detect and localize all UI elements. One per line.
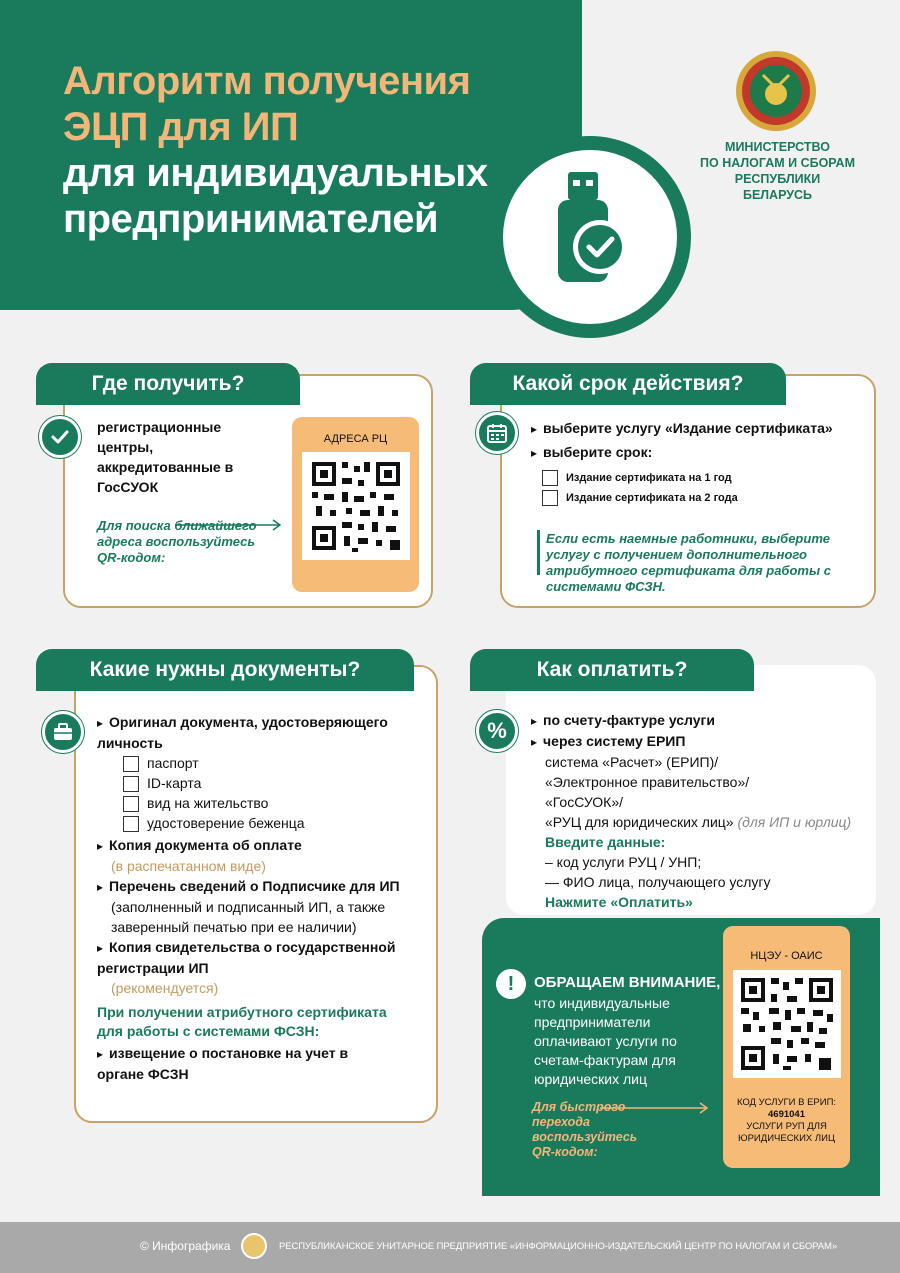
arrow-right-icon — [600, 1101, 712, 1119]
footer-copyright: © Инфографика — [140, 1239, 231, 1253]
payment-list: ▸ по счету-фактуре услуги ▸ через систему ЕРИП система «Расчет» (ЕРИП)/ «Электронное правительство»/ «ГосСУОК»/ «РУЦ для юридических лиц» (для ИП и юрлиц) Введите данные: – код услуги РУЦ / УНП; — ФИО лица, получающего услугу Нажмите «Оплатить» — [531, 710, 871, 912]
check-icon — [39, 416, 81, 458]
arrow-right-icon — [175, 518, 285, 536]
notice-text: что индивидуальные предприниматели оплачивают услуги по счетам-фактурам для юридических лиц — [534, 995, 677, 1087]
publisher-logo — [241, 1233, 267, 1259]
erip-code-block: КОД УСЛУГИ В ЕРИП: 4691041 УСЛУГИ РУП ДЛЯ ЮРИДИЧЕСКИХ ЛИЦ — [736, 1097, 837, 1144]
option-2-years[interactable]: Издание сертификата на 2 года — [542, 490, 738, 506]
notice-heading: ОБРАЩАЕМ ВНИМАНИЕ, — [534, 974, 721, 991]
attr-title: При получении атрибутного сертификата для работы с системами ФСЗН: — [97, 1004, 387, 1039]
validity-step-2: ▸ выберите срок: — [531, 442, 652, 463]
where-hint: Для поиска ближайшего адреса воспользуйтесь QR-кодом: — [97, 518, 257, 565]
option-1-year[interactable]: Издание сертификата на 1 год — [542, 470, 732, 486]
notice-hint: Для быстрого перехода воспользуйтесь QR-кодом: — [532, 1100, 638, 1159]
payment-tab: Как оплатить? — [470, 649, 754, 691]
exclamation-icon: ! — [496, 969, 526, 999]
qr-label: АДРЕСА РЦ — [323, 433, 388, 445]
validity-step-1: ▸ выберите услугу «Издание сертификата» — [531, 418, 833, 439]
checkbox[interactable] — [542, 490, 558, 506]
documents-tab: Какие нужны документы? — [36, 649, 414, 691]
sub-item: вид на жительство — [123, 793, 417, 813]
note-bar — [537, 530, 540, 575]
attr-item: ▸ извещение о постановке на учет в органе ФСЗН — [97, 1043, 367, 1084]
sub-item: удостоверение беженца — [123, 813, 417, 833]
ministry-emblem — [735, 50, 817, 137]
validity-tab: Какой срок действия? — [470, 363, 786, 405]
checkbox[interactable] — [542, 470, 558, 486]
page-title: Алгоритм получения ЭЦП для ИП для индивидуальных предпринимателей — [63, 59, 488, 241]
percent-icon: % — [476, 710, 518, 752]
validity-note: Если есть наемные работники, выберите услугу с получением дополнительного атрибутного сертификата для работы с системами ФСЗН. — [546, 531, 831, 594]
ministry-name: МИНИСТЕРСТВО ПО НАЛОГАМ И СБОРАМ РЕСПУБЛИКИ БЕЛАРУСЬ — [700, 140, 855, 202]
briefcase-icon — [42, 711, 84, 753]
qr-code[interactable] — [302, 452, 410, 560]
where-text: регистрационные центры, аккредитованные в ГосСУОК — [97, 419, 234, 495]
id-documents-sublist — [97, 753, 417, 833]
qr-label: НЦЭУ - ОАИС — [750, 950, 823, 962]
qr-code[interactable] — [733, 970, 841, 1078]
footer-publisher: РЕСПУБЛИКАНСКОЕ УНИТАРНОЕ ПРЕДПРИЯТИЕ «ИНФОРМАЦИОННО-ИЗДАТЕЛЬСКИЙ ЦЕНТР ПО НАЛОГАМ И СБОРАМ» — [279, 1241, 838, 1252]
sub-item: паспорт — [123, 753, 417, 773]
usb-key-check-icon — [503, 150, 677, 324]
calendar-icon — [476, 412, 518, 454]
sub-item: ID-карта — [123, 773, 417, 793]
documents-list: ▸ Оригинал документа, удостоверяющего личность паспорт ID-карта вид на жительство удостоверение беженца ▸ Копия документа об оплате (в распечатанном виде) ▸ Перечень сведений о Подписчике для ИП (заполненный и подписанный ИП, а также заверенный печатью при ее наличии) ▸ Копия свидетельства о государственной регистрации ИП (рекомендуется) — [97, 712, 417, 998]
where-tab: Где получить? — [36, 363, 300, 405]
